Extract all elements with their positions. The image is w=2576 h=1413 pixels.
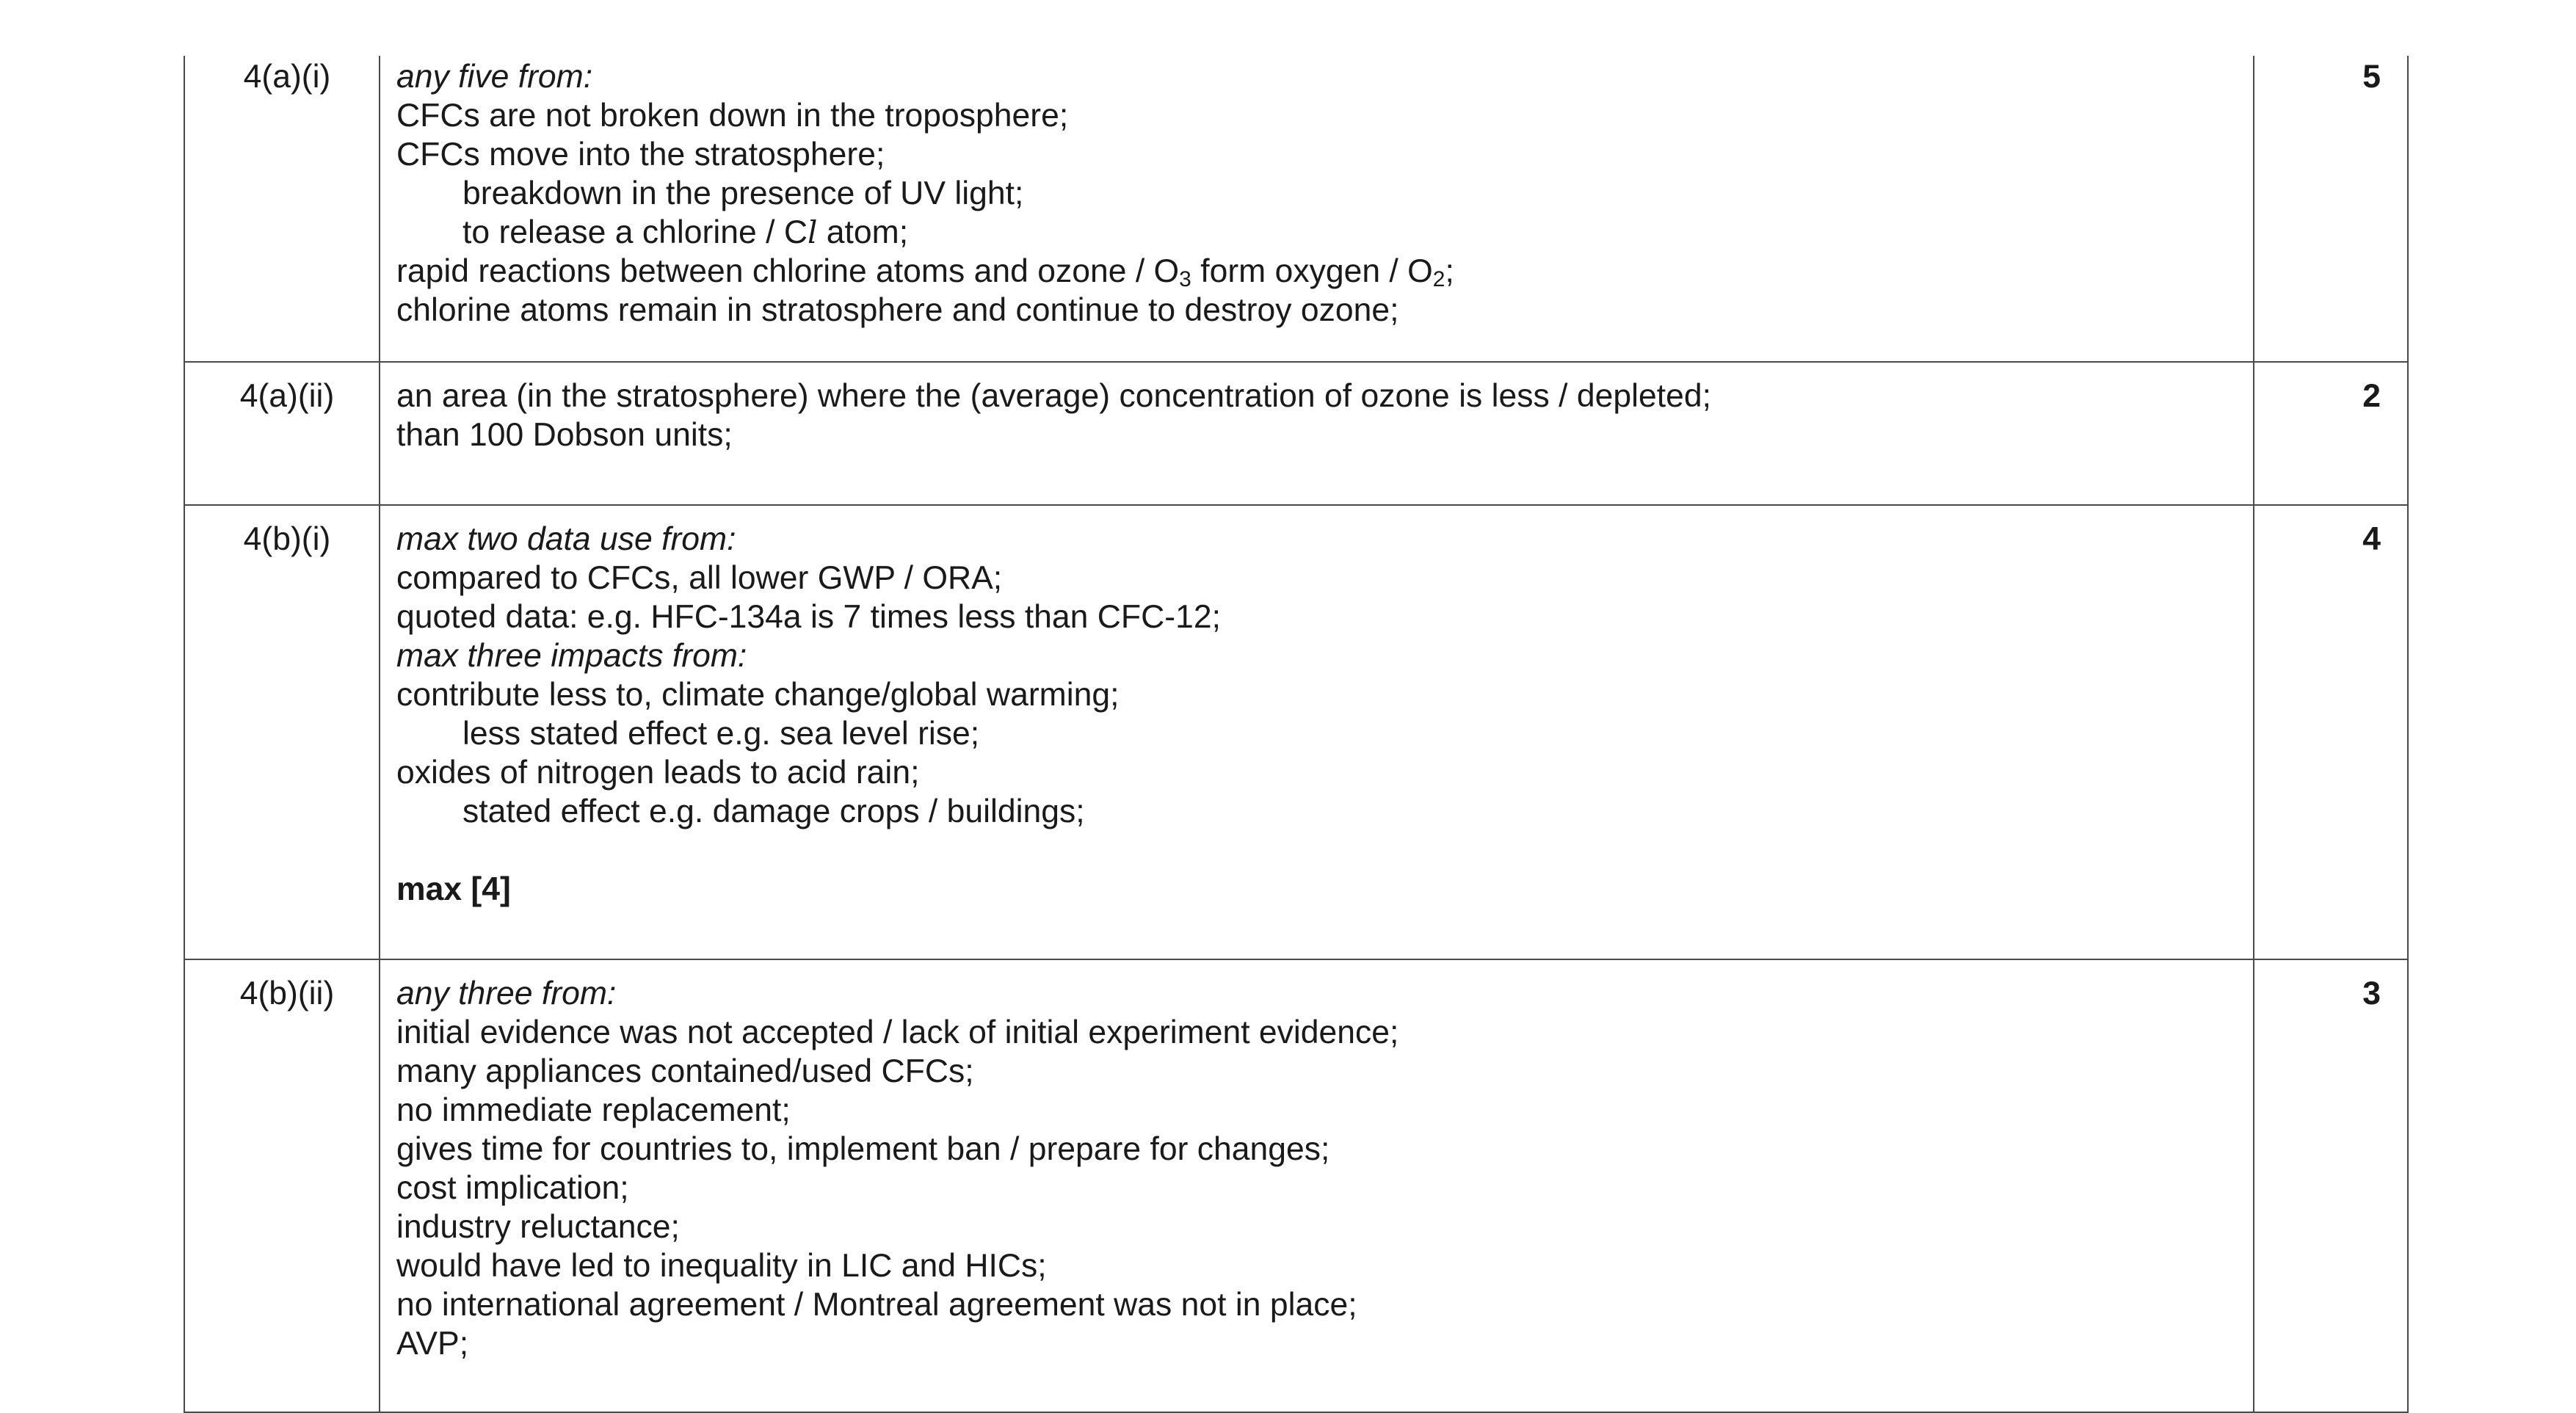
answer-line: an area (in the stratosphere) where the (average) concentration of ozone is less / depleted; bbox=[396, 378, 1711, 414]
question-number-cell bbox=[184, 362, 380, 505]
answer-line: quoted data: e.g. HFC-134a is 7 times less than CFC-12; bbox=[396, 599, 1221, 635]
answer-line: any three from: bbox=[396, 976, 617, 1011]
answer-line: AVP; bbox=[396, 1326, 469, 1362]
answer-line: cost implication; bbox=[396, 1170, 629, 1206]
question-number: 4(a)(i) bbox=[243, 59, 331, 95]
mark-scheme-table bbox=[184, 56, 2409, 1413]
marks-cell bbox=[2254, 959, 2408, 1412]
answer-line: stated effect e.g. damage crops / buildings; bbox=[462, 793, 1085, 829]
answer-line: industry reluctance; bbox=[396, 1209, 680, 1245]
table-row bbox=[184, 959, 2408, 1412]
answer-cell bbox=[380, 56, 2254, 362]
question-number-cell bbox=[184, 505, 380, 959]
answer-line: CFCs are not broken down in the troposphere; bbox=[396, 98, 1069, 134]
marks-value: 3 bbox=[2362, 976, 2381, 1011]
table-row bbox=[184, 362, 2408, 505]
answer-line: many appliances contained/used CFCs; bbox=[396, 1053, 974, 1089]
mark-scheme-body bbox=[184, 56, 2408, 1412]
table-row bbox=[184, 505, 2408, 959]
answer-line: compared to CFCs, all lower GWP / ORA; bbox=[396, 560, 1003, 596]
question-number: 4(b)(i) bbox=[243, 521, 331, 557]
answer-cell bbox=[380, 505, 2254, 959]
answer-line: chlorine atoms remain in stratosphere and continue to destroy ozone; bbox=[396, 292, 1399, 328]
answer-line: max three impacts from: bbox=[396, 638, 747, 674]
blank-line bbox=[396, 831, 2238, 870]
question-number: 4(a)(ii) bbox=[239, 378, 335, 414]
marks-cell bbox=[2254, 56, 2408, 362]
question-number: 4(b)(ii) bbox=[239, 976, 335, 1011]
answer-line: to release a chlorine / Cl atom; bbox=[462, 214, 909, 250]
answer-line: oxides of nitrogen leads to acid rain; bbox=[396, 755, 920, 791]
max-marks-note: max [4] bbox=[396, 871, 511, 907]
question-number-cell bbox=[184, 959, 380, 1412]
answer-line: gives time for countries to, implement ban / prepare for changes; bbox=[396, 1131, 1330, 1167]
answer-line: initial evidence was not accepted / lack of initial experiment evidence; bbox=[396, 1014, 1399, 1050]
answer-line: breakdown in the presence of UV light; bbox=[462, 175, 1024, 211]
answer-line: less stated effect e.g. sea level rise; bbox=[462, 716, 980, 752]
question-number-cell bbox=[184, 56, 380, 362]
answer-cell bbox=[380, 959, 2254, 1412]
answer-line: would have led to inequality in LIC and HICs; bbox=[396, 1248, 1047, 1284]
answer-line: no immediate replacement; bbox=[396, 1092, 791, 1128]
answer-line: any five from: bbox=[396, 59, 593, 95]
answer-cell bbox=[380, 362, 2254, 505]
marks-value: 4 bbox=[2362, 521, 2381, 557]
answer-line: rapid reactions between chlorine atoms and ozone / $O_3$ form oxygen / $O_2$; bbox=[396, 253, 1454, 291]
table-row bbox=[184, 56, 2408, 362]
answer-line: than 100 Dobson units; bbox=[396, 417, 733, 453]
marks-value: 5 bbox=[2362, 59, 2381, 95]
marks-value: 2 bbox=[2362, 378, 2381, 414]
marks-cell bbox=[2254, 362, 2408, 505]
answer-line: no international agreement / Montreal agreement was not in place; bbox=[396, 1287, 1357, 1323]
answer-line: CFCs move into the stratosphere; bbox=[396, 137, 885, 172]
answer-line: contribute less to, climate change/global warming; bbox=[396, 677, 1120, 713]
marks-cell bbox=[2254, 505, 2408, 959]
answer-line: max two data use from: bbox=[396, 521, 736, 557]
